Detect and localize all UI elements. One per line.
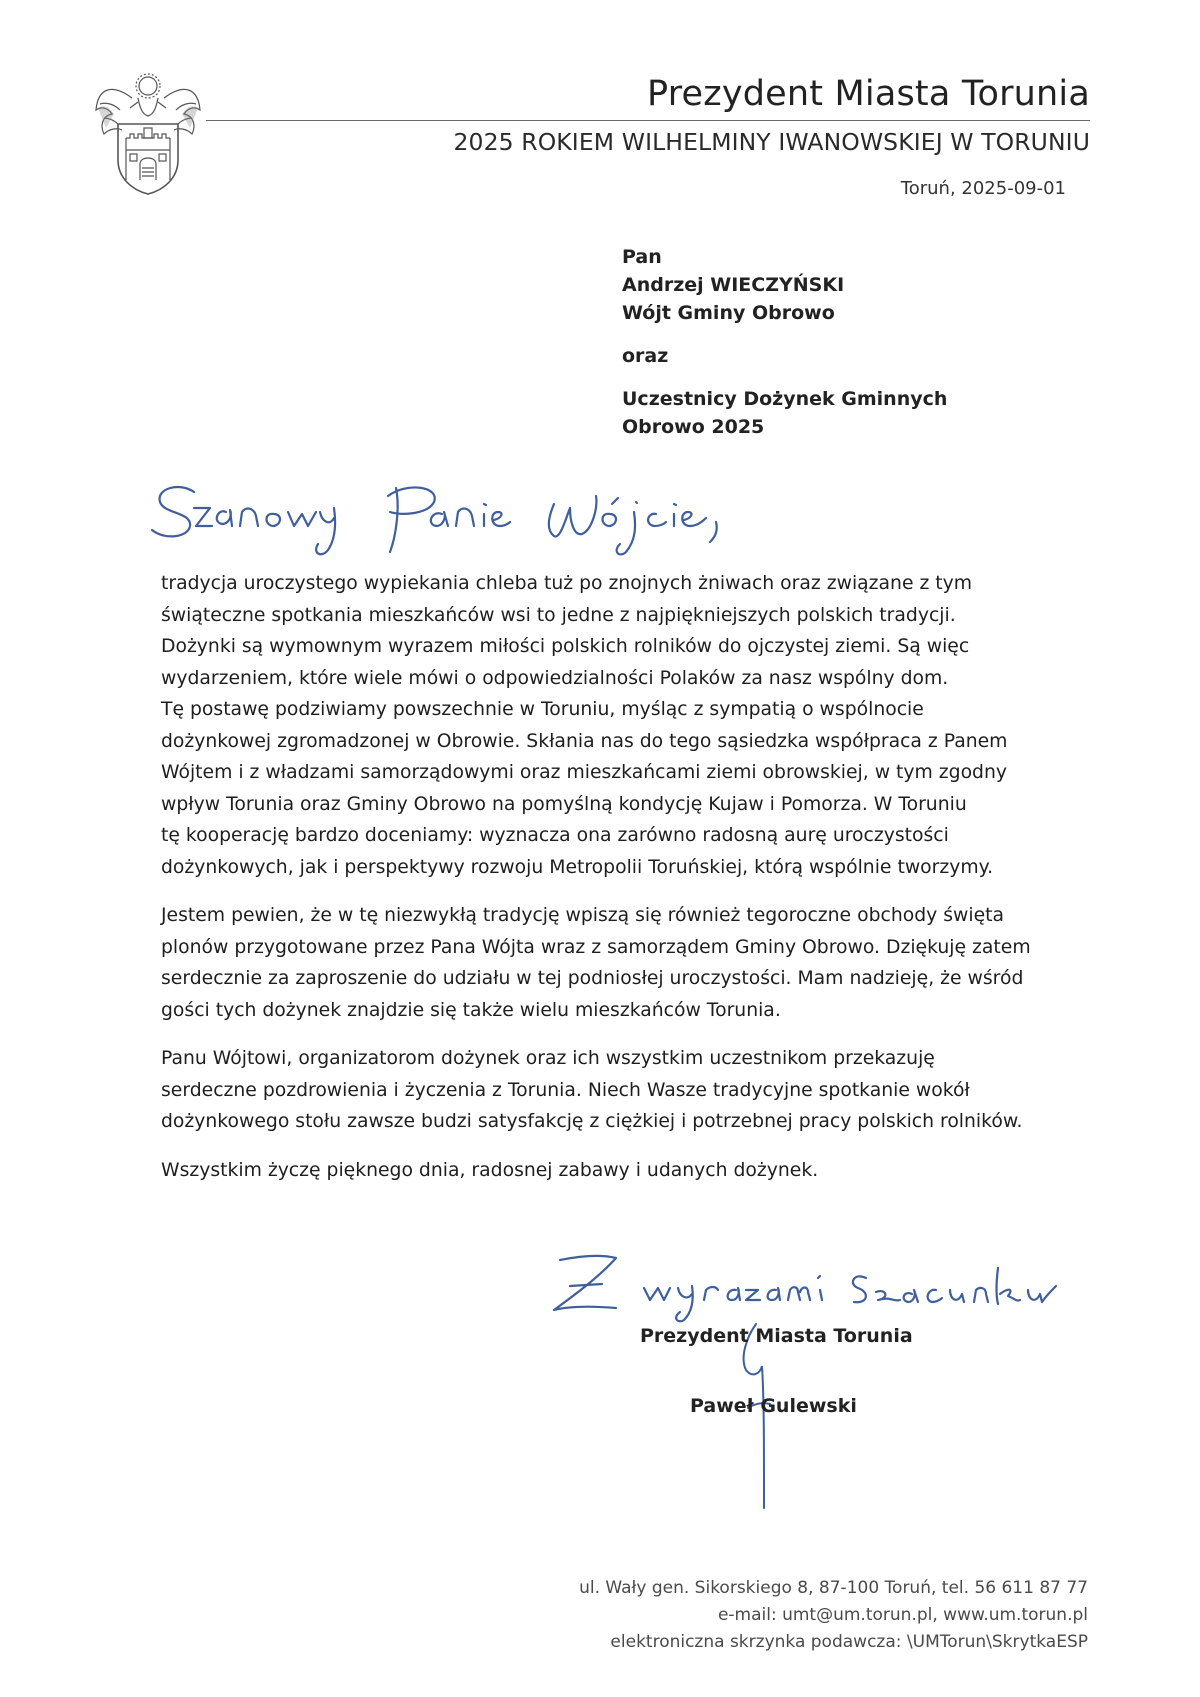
body-paragraph: Wszystkim życzę pięknego dnia, radosnej zabawy i udanych dożynek. bbox=[161, 1159, 819, 1181]
letter-date: Toruń, 2025-09-01 bbox=[900, 178, 1066, 199]
footer-epuap: elektroniczna skrzynka podawcza: \UMTorun\SkrytkaESP bbox=[610, 1632, 1088, 1652]
letterhead-divider bbox=[206, 120, 1090, 121]
recipient-position: Wójt Gminy Obrowo bbox=[622, 302, 835, 324]
recipient-group: Uczestnicy Dożynek Gminnych bbox=[622, 388, 948, 410]
footer-contact: e-mail: umt@um.torun.pl, www.um.torun.pl bbox=[717, 1605, 1088, 1625]
handwritten-closing bbox=[540, 1238, 1060, 1338]
letterhead-title: Prezydent Miasta Torunia bbox=[647, 74, 1090, 114]
body-paragraph: Jestem pewien, że w tę niezwykłą tradycję wpiszą się również tegoroczne obchody święta plonów przygotowane przez Pana Wójta wraz z samorządem Gminy Obrowo. Dziękuję zatem serdecznie za zaproszenie do udziału w tej podniosłej uroczystości. Mam nadzieję, że wśród gości tych dożynek znajdzie się także wielu mieszkańców Torunia. bbox=[161, 905, 1031, 1021]
signer-role: Prezydent Miasta Torunia bbox=[640, 1325, 913, 1347]
letterhead-subtitle: 2025 ROKIEM WILHELMINY IWANOWSKIEJ W TORUNIU bbox=[453, 128, 1090, 156]
letter-body bbox=[161, 568, 1061, 1203]
recipient-event: Obrowo 2025 bbox=[622, 416, 765, 438]
handwritten-salutation bbox=[150, 478, 800, 560]
body-paragraph: Panu Wójtowi, organizatorom dożynek oraz ich wszystkim uczestnikom przekazuję serdeczne pozdrowienia i życzenia z Torunia. Niech Wasze tradycyjne spotkanie wokół dożynkowego stołu zawsze budzi satysfakcję z ciężkiej i potrzebnej pracy polskich rolników. bbox=[161, 1048, 1023, 1132]
signer-name: Paweł Gulewski bbox=[690, 1395, 857, 1417]
handwritten-signature bbox=[730, 1318, 790, 1518]
recipient-title: Pan bbox=[622, 246, 662, 268]
footer-address: ul. Wały gen. Sikorskiego 8, 87-100 Toruń, tel. 56 611 87 77 bbox=[579, 1578, 1088, 1598]
recipient-conjunction: oraz bbox=[622, 345, 669, 367]
recipient-name: Andrzej WIECZYŃSKI bbox=[622, 274, 845, 296]
body-paragraph: tradycja uroczystego wypiekania chleba tuż po znojnych żniwach oraz związane z tym świąteczne spotkania mieszkańców wsi to jedne z najpiękniejszych polskich tradycji. Dożynki są wymownym wyrazem miłości polskich rolników do ojczystej ziemi. Są więc wydarzeniem, które wiele mówi o odpowiedzialności Polaków za nasz wspólny dom. Tę postawę podziwiamy powszechnie w Toruniu, myśląc z sympatią o wspólnocie dożynkowej zgromadzonej w Obrowie. Skłania nas do tego sąsiedzka współpraca z Panem Wójtem i z władzami samorządowymi oraz mieszkańcami ziemi obrowskiej, w tym zgodny wpływ Torunia oraz Gminy Obrowo na pomyślną kondycję Kujaw i Pomorza. W Toruniu tę kooperację bardzo doceniamy: wyznacza ona zarówno radosną aurę uroczystości dożynkowych, jak i perspektywy rozwoju Metropolii Toruńskiej, którą wspólnie tworzymy. bbox=[161, 573, 1008, 878]
letterhead-footer bbox=[579, 1575, 1088, 1656]
torun-crest-icon bbox=[92, 68, 204, 198]
